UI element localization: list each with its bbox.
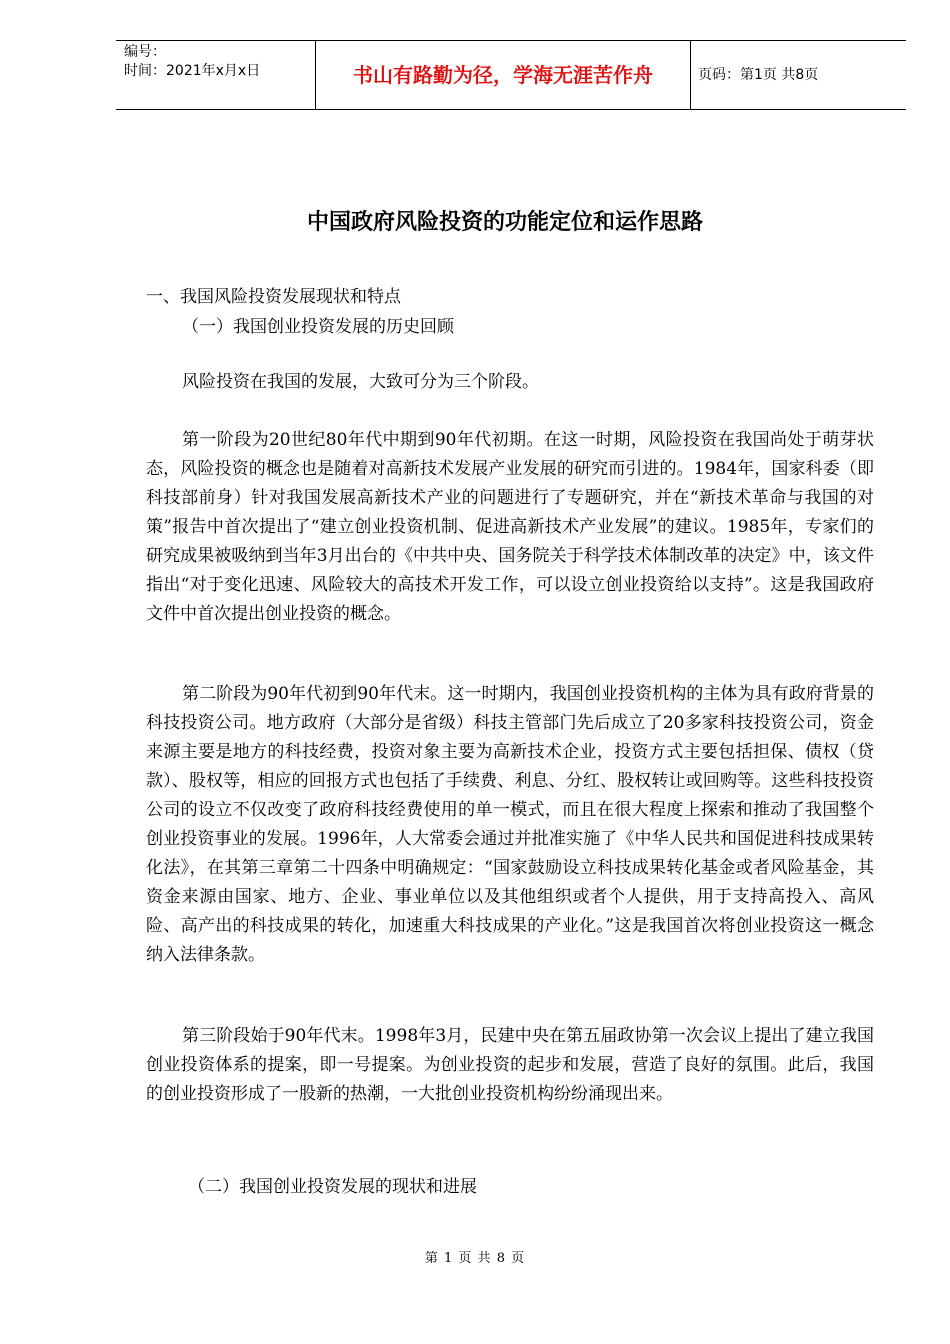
paragraph-stage-3: 第三阶段始于90年代末。1998年3月，民建中央在第五届政协第一次会议上提出了建立我国创业投资体系的提案，即一号提案。为创业投资的起步和发展，营造了良好的氛围。此后，我国的创业投资形成了一股新的热潮，一大批创业投资机构纷纷涌现出来。 — [146, 1026, 874, 1104]
number-label: 编号： — [124, 44, 166, 60]
header-motto: 书山有路勤为径，学海无涯苦作舟 — [315, 41, 691, 109]
header-page-info: 页码：第1页 共8页 — [698, 67, 819, 83]
document-title: 中国政府风险投资的功能定位和运作思路 — [306, 210, 703, 235]
header-table — [116, 40, 906, 110]
paragraph-stage-1: 第一阶段为20世纪80年代中期到90年代初期。在这一时期，风险投资在我国尚处于萌芽状态，风险投资的概念也是随着对高新技术发展产业发展的研究而引进的。1984年，国家科委（即科技部前身）针对我国发展高新技术产业的问题进行了专题研究，并在“新技术革命与我国的对策”报告中首次提出了“建立创业投资机制、促进高新技术产业发展”的建议。1985年，专家们的研究成果被吸纳到当年3月出台的《中共中央、国务院关于科学技术体制改革的决定》中，该文件指出“对于变化迅速、风险较大的高技术开发工作，可以设立创业投资给以支持”。这是我国政府文件中首次提出创业投资的概念。 — [146, 430, 874, 624]
paragraph-intro: 风险投资在我国的发展，大致可分为三个阶段。 — [182, 372, 539, 392]
section-heading-1: 一、我国风险投资发展现状和特点 — [146, 287, 401, 307]
subsection-heading-2: （二）我国创业投资发展的现状和进展 — [188, 1177, 477, 1197]
subsection-heading-1: （一）我国创业投资发展的历史回顾 — [182, 317, 454, 337]
time-label: 时间：2021年x月x日 — [124, 63, 261, 79]
header-meta-cell — [116, 41, 314, 109]
paragraph-stage-2: 第二阶段为90年代初到90年代末。这一时期内，我国创业投资机构的主体为具有政府背景的科技投资公司。地方政府（大部分是省级）科技主管部门先后成立了20多家科技投资公司，资金来源主要是地方的科技经费，投资对象主要为高新技术企业，投资方式主要包括担保、债权（贷款）、股权等，相应的回报方式也包括了手续费、利息、分红、股权转让或回购等。这些科技投资公司的设立不仅改变了政府科技经费使用的单一模式，而且在很大程度上探索和推动了我国整个创业投资事业的发展。1996年，人大常委会通过并批准实施了《中华人民共和国促进科技成果转化法》，在其第三章第二十四条中明确规定：“国家鼓励设立科技成果转化基金或者风险基金，其资金来源由国家、地方、企业、事业单位以及其他组织或者个人提供，用于支持高投入、高风险、高产出的科技成果的转化，加速重大科技成果的产业化。”这是我国首次将创业投资这一概念纳入法律条款。 — [146, 684, 874, 965]
page-footer: 第 1 页 共 8 页 — [424, 1251, 526, 1266]
